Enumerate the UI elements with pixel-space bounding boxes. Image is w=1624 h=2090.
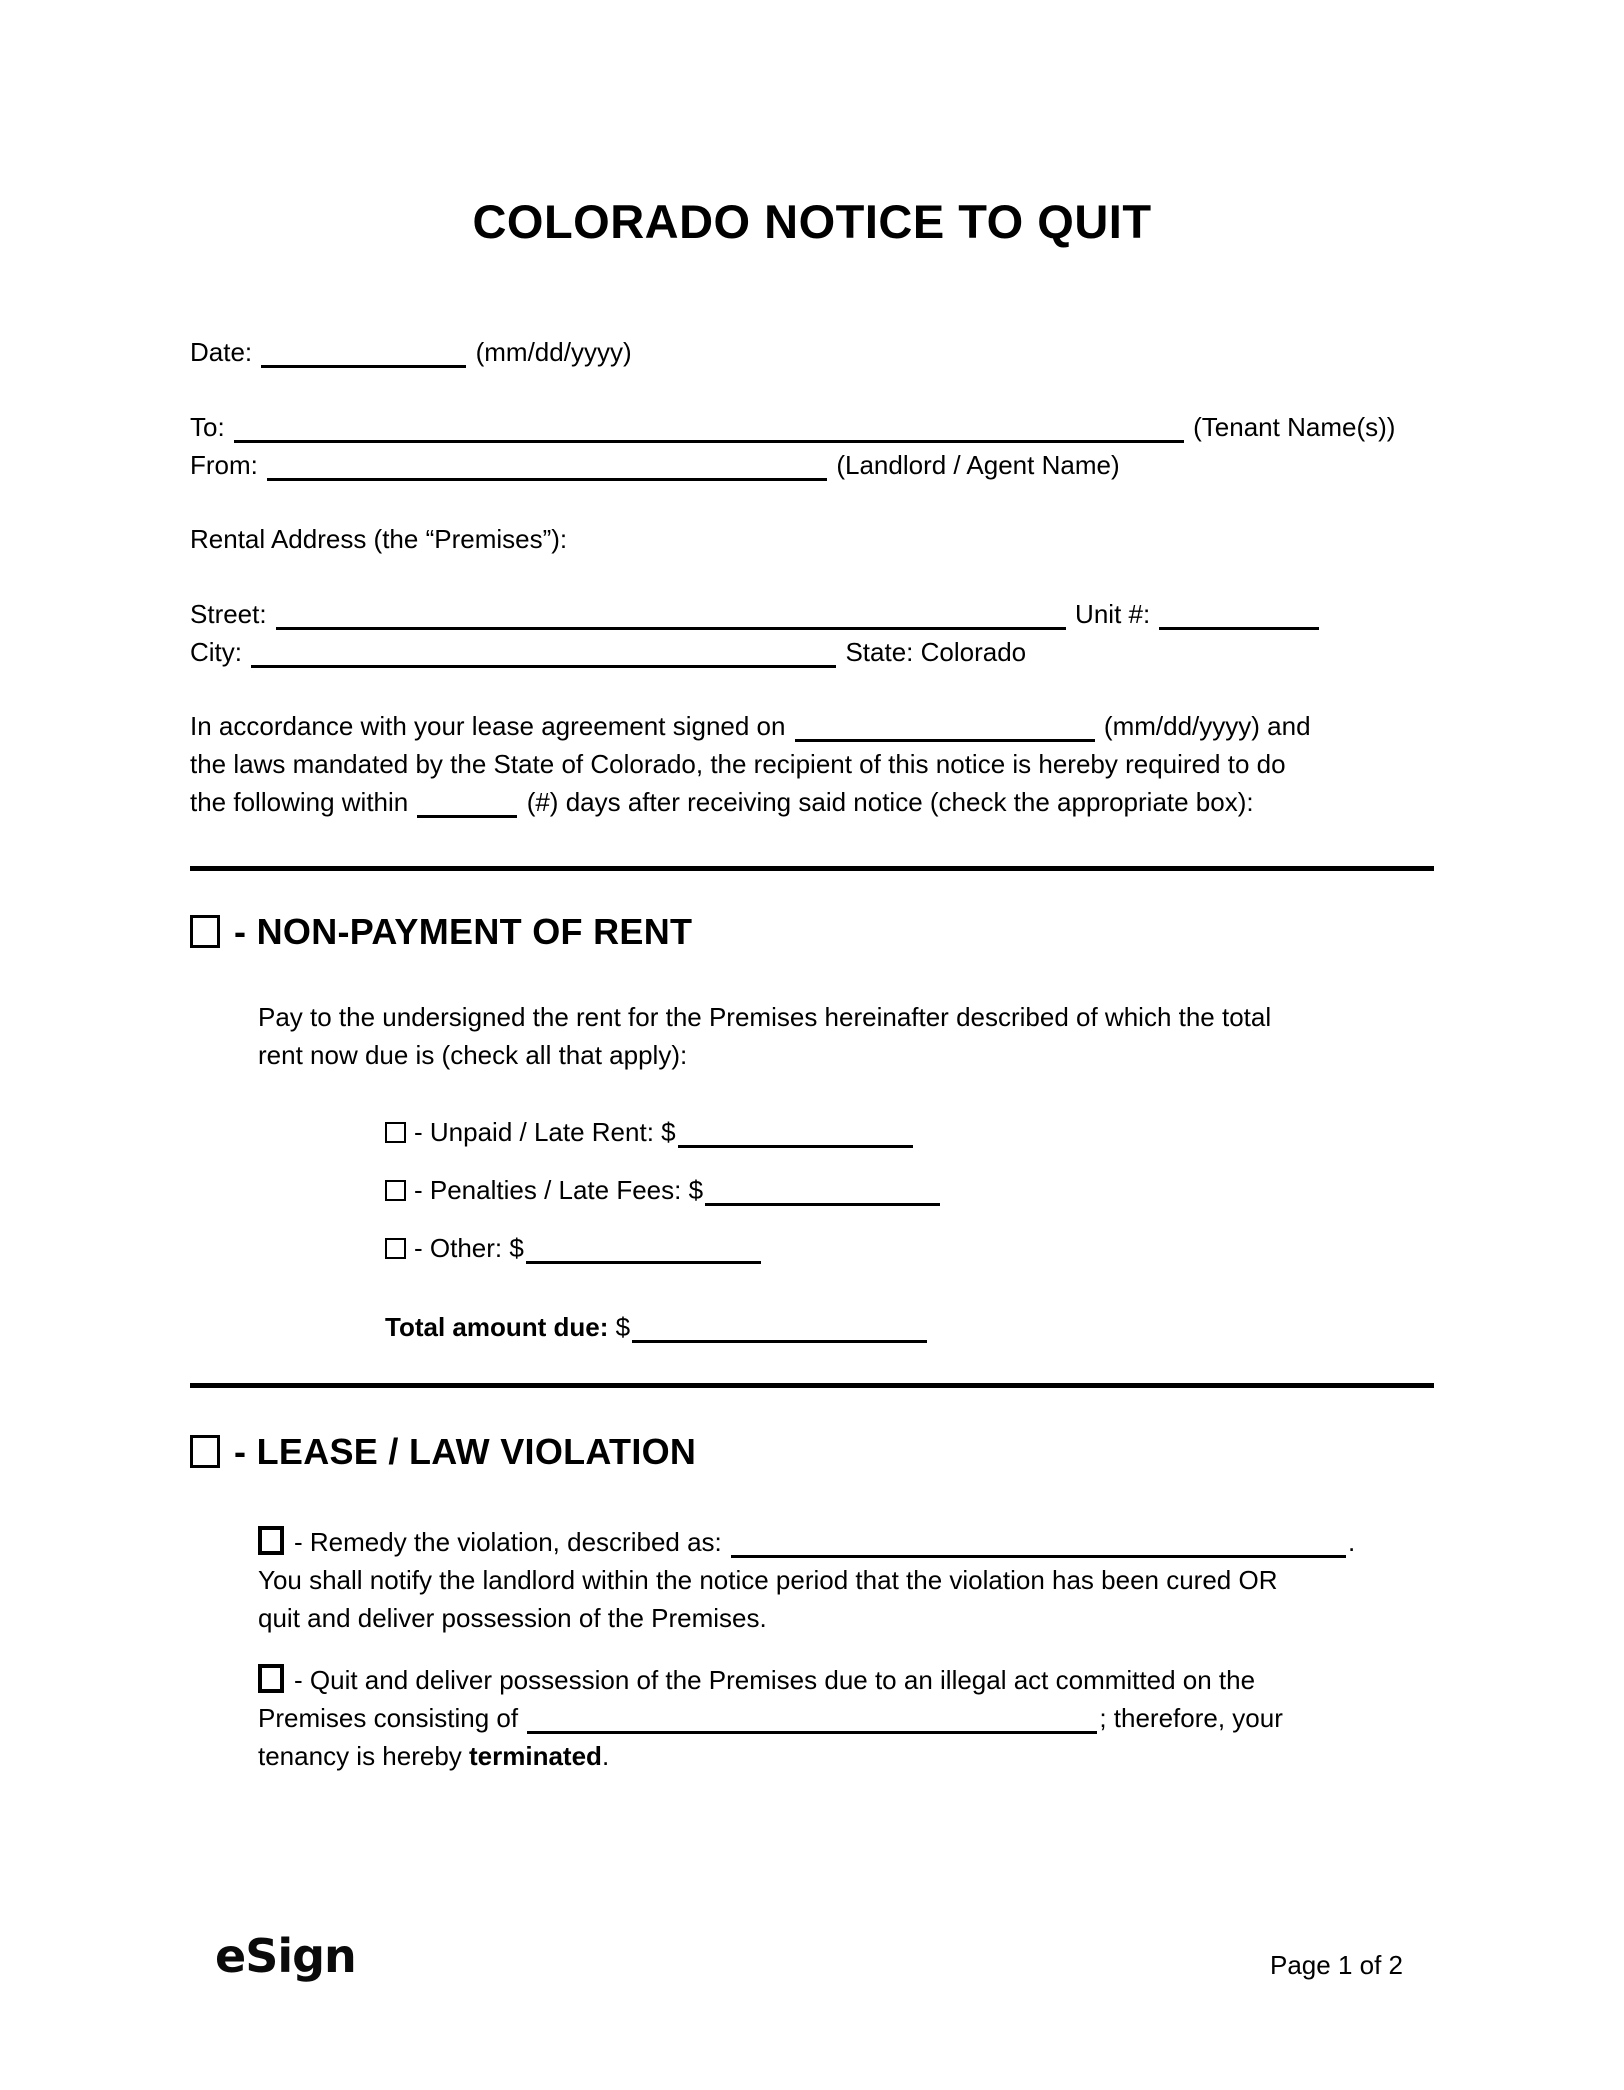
intro-line-3: [190, 783, 1254, 821]
total-due-currency: $: [608, 1312, 631, 1342]
penalties-label: - Penalties / Late Fees: $: [414, 1175, 704, 1205]
unpaid-rent-checkbox[interactable]: [385, 1122, 406, 1143]
other-label: - Other: $: [414, 1233, 524, 1263]
to-line: [190, 408, 1395, 446]
tenant-name-blank[interactable]: [234, 433, 1184, 443]
remedy-item-line-1: [258, 1523, 1355, 1561]
other-checkbox[interactable]: [385, 1238, 406, 1259]
penalties-amount-blank[interactable]: [705, 1196, 940, 1206]
remedy-item-line-3: quit and deliver possession of the Premises.: [258, 1603, 767, 1633]
nonpayment-heading-label: - NON-PAYMENT OF RENT: [234, 911, 693, 952]
other-amount-blank[interactable]: [526, 1254, 761, 1264]
intro-line3-text: the following within: [190, 787, 416, 817]
street-line: [190, 595, 1321, 633]
date-line: [190, 333, 632, 371]
landlord-name-hint: (Landlord / Agent Name): [829, 450, 1120, 480]
street-label: Street:: [190, 599, 274, 629]
quit-label: - Quit and deliver possession of the Premises due to an illegal act committed on the: [294, 1665, 1256, 1695]
city-blank[interactable]: [251, 658, 836, 668]
page-number: Page 1 of 2: [1270, 1950, 1403, 1980]
remedy-item-line-2: You shall notify the landlord within the notice period that the violation has been cured OR: [258, 1565, 1278, 1595]
nonpayment-section-heading: [190, 910, 692, 954]
remedy-period: .: [1348, 1527, 1356, 1557]
violation-section-checkbox[interactable]: [190, 1435, 220, 1468]
notice-days-blank[interactable]: [417, 808, 517, 818]
unpaid-rent-label: - Unpaid / Late Rent: $: [414, 1117, 676, 1147]
total-due-line: [385, 1308, 929, 1346]
nonpayment-intro-line-2: rent now due is (check all that apply):: [258, 1040, 688, 1070]
quit-line3-text: tenancy is hereby: [258, 1741, 470, 1771]
date-label: Date:: [190, 337, 260, 367]
other-item: [385, 1229, 763, 1267]
from-line: [190, 446, 1120, 484]
nonpayment-intro-line-1: Pay to the undersigned the rent for the Premises hereinafter described of which the total: [258, 1002, 1272, 1032]
to-label: To:: [190, 412, 232, 442]
city-label: City:: [190, 637, 250, 667]
unit-label: Unit #:: [1067, 599, 1158, 629]
nonpayment-section-checkbox[interactable]: [190, 915, 220, 948]
quit-checkbox[interactable]: [258, 1664, 284, 1693]
intro-line3-hint: (#) days after receiving said notice (check the appropriate box):: [519, 787, 1254, 817]
date-format-hint: (mm/dd/yyyy): [468, 337, 632, 367]
intro-line-2: the laws mandated by the State of Colorado, the recipient of this notice is hereby required to do: [190, 749, 1286, 779]
quit-item-line-2: [258, 1699, 1283, 1737]
quit-line2-tail: ; therefore, your: [1099, 1703, 1283, 1733]
from-label: From:: [190, 450, 266, 480]
quit-line3-period: .: [601, 1741, 610, 1771]
penalties-checkbox[interactable]: [385, 1180, 406, 1201]
date-blank[interactable]: [261, 358, 466, 368]
quit-line2-text: Premises consisting of: [258, 1703, 526, 1733]
intro-line1-text: In accordance with your lease agreement signed on: [190, 711, 793, 741]
remedy-label: - Remedy the violation, described as:: [294, 1527, 729, 1557]
intro-line1-hint: (mm/dd/yyyy) and: [1096, 711, 1311, 741]
remedy-description-blank[interactable]: [731, 1548, 1346, 1558]
unit-blank[interactable]: [1159, 620, 1319, 630]
terminated-emphasis: terminated: [469, 1741, 602, 1771]
intro-line-1: [190, 707, 1311, 745]
quit-item-line-3: [258, 1737, 609, 1775]
unpaid-rent-item: [385, 1113, 915, 1151]
state-label: State: Colorado: [838, 637, 1027, 667]
illegal-act-blank[interactable]: [527, 1724, 1097, 1734]
violation-section-heading: [190, 1430, 696, 1474]
lease-signed-date-blank[interactable]: [795, 732, 1095, 742]
total-due-label: Total amount due:: [385, 1312, 609, 1342]
esign-logo: eSign: [215, 1929, 356, 1983]
unpaid-rent-amount-blank[interactable]: [678, 1138, 913, 1148]
remedy-checkbox[interactable]: [258, 1526, 284, 1555]
tenant-name-hint: (Tenant Name(s)): [1185, 412, 1396, 442]
street-blank[interactable]: [276, 620, 1066, 630]
total-amount-blank[interactable]: [632, 1333, 927, 1343]
landlord-name-blank[interactable]: [267, 471, 827, 481]
city-line: [190, 633, 1026, 671]
quit-item-line-1: [258, 1661, 1255, 1699]
violation-heading-label: - LEASE / LAW VIOLATION: [234, 1431, 697, 1472]
section-divider-2: [190, 1383, 1434, 1388]
section-divider-1: [190, 866, 1434, 871]
penalties-item: [385, 1171, 942, 1209]
page-title: COLORADO NOTICE TO QUIT: [472, 195, 1152, 248]
rental-address-heading: Rental Address (the “Premises”):: [190, 524, 568, 554]
